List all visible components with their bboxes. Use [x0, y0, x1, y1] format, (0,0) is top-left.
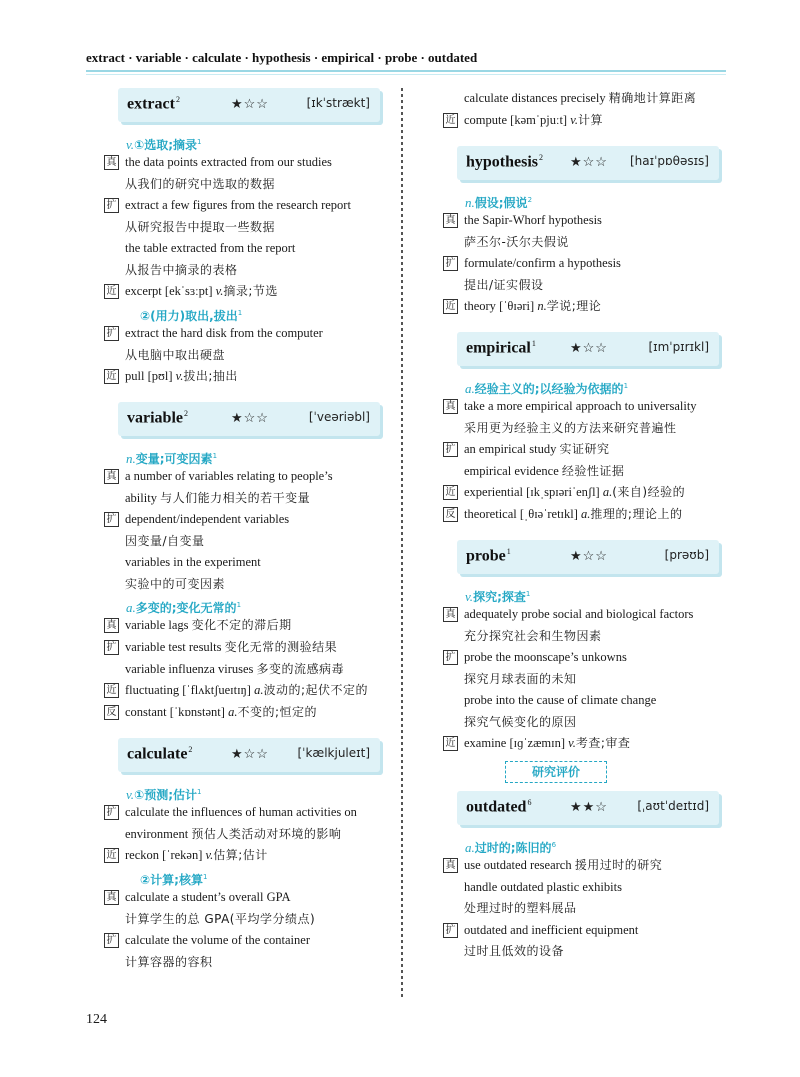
frequency-stars: ★☆☆ — [570, 155, 608, 170]
phonetic: [prəʊb] — [664, 548, 709, 562]
entry-probe-header — [457, 540, 719, 574]
tag-zhen: 真 — [443, 607, 458, 622]
tag-kuo: 扩 — [443, 923, 458, 938]
phonetic: [ˈveəriəbl] — [308, 410, 370, 424]
page-number: 124 — [86, 1012, 107, 1027]
sense-label: n.变量;可变因素$^1$ — [126, 451, 218, 466]
tag-kuo: 扩 — [443, 256, 458, 271]
sense-label: v.探究;探查$^1$ — [465, 589, 531, 604]
tag-fan: 反 — [443, 507, 458, 522]
example-row: 真 the data points extracted from our studies 从我们的研究中选取的数据 — [104, 152, 374, 195]
frequency-stars: ★☆☆ — [231, 97, 269, 112]
sense-label: a.多变的;变化无常的$^1$ — [126, 600, 242, 615]
example-row: 扩 probe the moonscape’s unkowns 探究月球表面的未知 probe into the cause of climate change 探究气候变化的原因 — [443, 647, 713, 733]
example-row: 扩 outdated and inefficient equipment 过时且低效的设备 — [443, 920, 713, 963]
example-row: 扩 extract a few figures from the research report 从研究报告中提取一些数据 the table extracted from the report 从报告中摘录的表格 — [104, 195, 374, 281]
tag-kuo: 扩 — [104, 512, 119, 527]
example-row: 扩 dependent/independent variables 因变量/自变量 variables in the experiment 实验中的可变因素 — [104, 509, 374, 595]
example-row: 扩 extract the hard disk from the computer 从电脑中取出硬盘 — [104, 323, 374, 366]
right-column — [443, 88, 713, 963]
example-row: 真 variable lags 变化不定的滞后期 — [104, 615, 374, 637]
left-column — [104, 88, 374, 973]
headword: probe$^1$ — [466, 547, 511, 565]
frequency-stars: ★★☆ — [570, 800, 608, 815]
tag-zhen: 真 — [104, 469, 119, 484]
headword: empirical$^1$ — [466, 339, 536, 357]
frequency-stars: ★☆☆ — [570, 549, 608, 564]
headword: hypothesis$^2$ — [466, 153, 544, 171]
synonym-row: 近 theory [ˈθɪəri] n.学说;理论 — [443, 296, 713, 318]
tag-jin: 近 — [104, 848, 119, 863]
example-row: 扩 variable test results 变化无常的测验结果 variable influenza viruses 多变的流感病毒 — [104, 637, 374, 680]
tag-jin: 近 — [443, 485, 458, 500]
synonym-row: 近 reckon [ˈrekən] v.估算;估计 — [104, 845, 374, 867]
tag-jin: 近 — [443, 299, 458, 314]
tag-jin: 近 — [104, 284, 119, 299]
sense-label: a.经验主义的;以经验为依据的$^1$ — [465, 381, 629, 396]
tag-zhen: 真 — [104, 155, 119, 170]
antonym-row: 反 constant [ˈkɒnstənt] a.不变的;恒定的 — [104, 702, 374, 724]
sense-label: a.过时的;陈旧的$^6$ — [465, 840, 557, 855]
tag-kuo: 扩 — [104, 933, 119, 948]
synonym-row: 近 examine [ɪɡˈzæmɪn] v.考查;审查 — [443, 733, 713, 755]
synonym-row: 近 compute [kəmˈpjuːt] v.计算 — [443, 110, 713, 132]
header-rule — [86, 70, 726, 72]
synonym-row: 近 fluctuating [ˈflʌktʃueɪtɪŋ] a.波动的;起伏不定的 — [104, 680, 374, 702]
sense-label: v.①选取;摘录$^1$ — [126, 137, 202, 152]
example-row: 真 a number of variables relating to people’s ability 与人们能力相关的若干变量 — [104, 466, 374, 509]
header-rule-secondary — [86, 74, 726, 75]
tag-zhen: 真 — [443, 858, 458, 873]
tag-zhen: 真 — [443, 399, 458, 414]
phonetic: [ɪmˈpɪrɪkl] — [648, 340, 709, 354]
continued-example-row: calculate distances precisely 精确地计算距离 — [443, 88, 713, 110]
entry-extract-header — [118, 88, 380, 122]
tag-jin: 近 — [443, 736, 458, 751]
synonym-row: 近 excerpt [ekˈsɜːpt] v.摘录;节选 — [104, 281, 374, 303]
antonym-row: 反 theoretical [ˌθɪəˈretɪkl] a.推理的;理论上的 — [443, 504, 713, 526]
synonym-row: 近 pull [pʊl] v.拔出;抽出 — [104, 366, 374, 388]
example-row: 扩 an empirical study 实证研究 empirical evidence 经验性证据 — [443, 439, 713, 482]
tag-kuo: 扩 — [104, 198, 119, 213]
section-label: 研究评价 — [505, 761, 607, 783]
entry-variable-header — [118, 402, 380, 436]
running-header: extract · variable · calculate · hypothesis · empirical · probe · outdated — [86, 50, 478, 65]
tag-zhen: 真 — [104, 618, 119, 633]
phonetic: [ˌaʊtˈdeɪtɪd] — [637, 799, 709, 813]
tag-zhen: 真 — [104, 890, 119, 905]
sense-label: ②计算;核算$^1$ — [140, 873, 208, 887]
example-row: 真 use outdated research 援用过时的研究 handle outdated plastic exhibits 处理过时的塑料展品 — [443, 855, 713, 920]
tag-kuo: 扩 — [443, 442, 458, 457]
example-row: 真 calculate a student’s overall GPA 计算学生的总 GPA(平均学分绩点) — [104, 887, 374, 930]
example-row: 扩 calculate the influences of human activities on environment 预估人类活动对环境的影响 — [104, 802, 374, 845]
entry-calculate-header — [118, 738, 380, 772]
frequency-stars: ★☆☆ — [570, 341, 608, 356]
sense-label: ②(用力)取出,拔出$^1$ — [140, 309, 243, 323]
sense-label: n.假设;假说$^2$ — [465, 195, 533, 210]
example-row: 真 adequately probe social and biological factors 充分探究社会和生物因素 — [443, 604, 713, 647]
entry-outdated-header — [457, 791, 719, 825]
tag-kuo: 扩 — [104, 640, 119, 655]
headword: variable$^2$ — [127, 409, 188, 427]
frequency-stars: ★☆☆ — [231, 747, 269, 762]
example-row: 扩 formulate/confirm a hypothesis 提出/证实假设 — [443, 253, 713, 296]
phonetic: [haɪˈpɒθəsɪs] — [629, 154, 709, 168]
example-row: 真 the Sapir-Whorf hypothesis 萨丕尔-沃尔夫假说 — [443, 210, 713, 253]
synonym-row: 近 experiential [ɪkˌspɪəriˈenʃl] a.(来自)经验的 — [443, 482, 713, 504]
frequency-stars: ★☆☆ — [231, 411, 269, 426]
phonetic: [ˈkælkjuleɪt] — [297, 746, 370, 760]
entry-hypothesis-header — [457, 146, 719, 180]
column-divider — [396, 88, 408, 1000]
headword: outdated$^6$ — [466, 798, 532, 816]
headword: calculate$^2$ — [127, 745, 193, 763]
tag-jin: 近 — [104, 683, 119, 698]
tag-jin: 近 — [443, 113, 458, 128]
tag-fan: 反 — [104, 705, 119, 720]
tag-kuo: 扩 — [104, 805, 119, 820]
example-row: 扩 calculate the volume of the container 计算容器的容积 — [104, 930, 374, 973]
phonetic: [ɪkˈstrækt] — [306, 96, 370, 110]
tag-kuo: 扩 — [104, 326, 119, 341]
entry-empirical-header — [457, 332, 719, 366]
headword: extract$^2$ — [127, 95, 180, 113]
tag-kuo: 扩 — [443, 650, 458, 665]
tag-zhen: 真 — [443, 213, 458, 228]
tag-jin: 近 — [104, 369, 119, 384]
example-row: 真 take a more empirical approach to universality 采用更为经验主义的方法来研究普遍性 — [443, 396, 713, 439]
sense-label: v.①预测;估计$^1$ — [126, 787, 202, 802]
